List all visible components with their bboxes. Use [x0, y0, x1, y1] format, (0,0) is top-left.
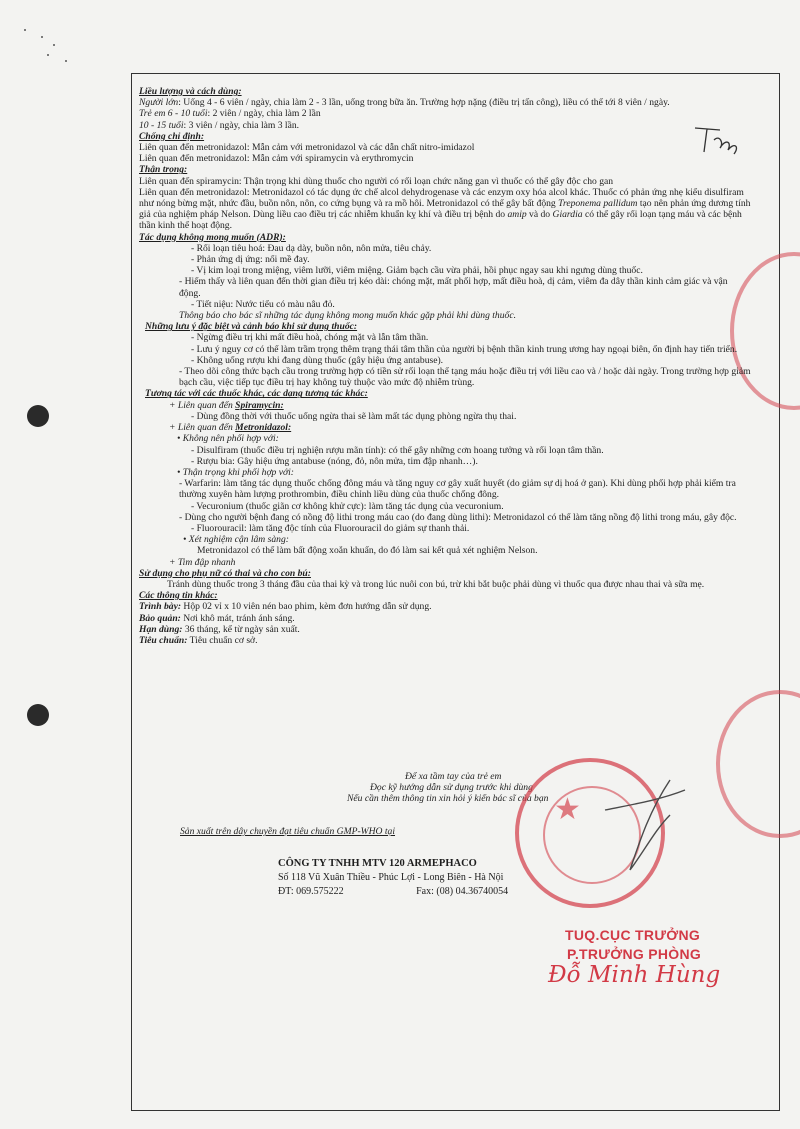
- caution-line: Liên quan đến metronidazol: Metronidazol có tác dụng ức chế alcol dehydrogenase và các enzym oxy hóa alcol khác. Thuốc có phản ứng nhẹ kiểu disulfiram như nóng bừng mặt, nhức đầu, buồn nôn, nôn, co cứng bụng và ra mồ hôi. Metronidazol có thể gây bất động Treponema pallidum tạo nên phản ứng dương tính giả của nghiệm pháp Nelson. Dùng liều cao điều trị các nhiễm khuẩn kỵ khí và điều trị bệnh do amip và do Giardia có thể gây rối loạn tạng máu và các bệnh thần kinh thể hoạt động.: [139, 186, 751, 232]
- company-block: [278, 857, 578, 899]
- adr-item: - Rối loạn tiêu hoá: Đau dạ dày, buồn nôn, nôn mửa, tiêu chảy.: [191, 242, 432, 254]
- adr-section: [139, 232, 751, 322]
- careful-item: - Warfarin: làm tăng tác dụng thuốc chống đông máu và tăng nguy cơ gây xuất huyết (do giảm sự dị hoá ở gan). Khi dùng phối hợp phải kiểm tra thường xuyên hàm lượng prothrombin, điều chỉnh liều dùng của thuốc chống đông.: [179, 478, 736, 501]
- not-combine-item: - Rượu bia: Gây hiệu ứng antabuse (nóng, đỏ, nôn mửa, tim đập nhanh…).: [191, 455, 478, 467]
- lab-test-text: Metronidazol có thể làm bất động xoắn khuẩn, do đó làm sai kết quả xét nghiệm Nelson.: [197, 545, 538, 557]
- warnings-heading: Những lưu ý đặc biệt và cảnh báo khi sử dụng thuốc:: [145, 321, 358, 333]
- contraindications-heading: Chống chỉ định:: [139, 130, 205, 142]
- stamp-line-2: P.TRƯỞNG PHÒNG: [567, 946, 702, 962]
- quick-acting-note: + Tim đập nhanh: [169, 556, 236, 568]
- dosage-heading: Liều lượng và cách dùng:: [139, 86, 242, 97]
- not-combine-item: - Disulfiram (thuốc điều trị nghiện rượu mãn tính): có thể gây những cơn hoang tưởng và rối loạn tâm thần.: [191, 444, 604, 456]
- child1-label: Trẻ em 6 - 10 tuổi: [139, 108, 208, 120]
- punch-hole-top: [27, 405, 49, 427]
- contraindication-line: Liên quan đến metronidazol: Mẫn cảm với metronidazol và các dẫn chất nitro-imidazol: [139, 142, 475, 154]
- caution-line: Liên quan đến spiramycin: Thận trọng khi dùng thuốc cho người có rối loạn chức năng gan vì thuốc có thể gây độc cho gan: [139, 175, 614, 187]
- careful-item: - Vecuronium (thuốc giãn cơ không khử cực): làm tăng tác dụng của vecuronium.: [191, 500, 504, 512]
- storage-line: Bảo quản: Nơi khô mát, tránh ánh sáng.: [139, 612, 295, 624]
- expiry-line: Hạn dùng: 36 tháng, kể từ ngày sản xuất.: [139, 623, 300, 635]
- company-phone: ĐT: 069.575222: [278, 886, 344, 897]
- keep-away-notice: Để xa tầm tay của trẻ em: [405, 771, 502, 782]
- signer-name: Đỗ Minh Hùng: [548, 962, 721, 988]
- company-fax: Fax: (08) 04.36740054: [416, 886, 509, 897]
- adr-heading: Tác dụng không mong muốn (ADR):: [139, 231, 286, 243]
- careful-item: - Fluorouracil: làm tăng độc tính của Fluorouracil do giảm sự thanh thải.: [191, 522, 470, 534]
- child2-text: : 3 viên / ngày, chia làm 3 lần.: [183, 119, 300, 131]
- careful-item: - Dùng cho người bệnh đang có nồng độ lithi trong máu cao (do đang dùng lithi): Metronidazol có thể làm tăng nồng độ lithi trong máu, gây độc.: [179, 511, 737, 523]
- pregnancy-text: Tránh dùng thuốc trong 3 tháng đầu của thai kỳ và trong lúc nuôi con bú, trừ khi bắt buộc phải dùng vì thuốc qua được nhau thai và sữa mẹ.: [167, 578, 705, 590]
- other-info-section: [139, 590, 751, 646]
- careful-combine-heading: • Thận trọng khi phối hợp với:: [177, 466, 294, 478]
- adr-notice: Thông báo cho bác sĩ những tác dụng không mong muốn khác gặp phải khi dùng thuốc.: [179, 310, 516, 322]
- consult-doctor-notice: Nếu cần thêm thông tin xin hỏi ý kiến bác sĩ của bạn: [347, 793, 549, 804]
- contraindications-section: [139, 131, 751, 165]
- leaflet-content: [139, 86, 751, 646]
- stamp-line-1: TUQ.CỤC TRƯỞNG: [565, 927, 701, 943]
- lab-test-heading: • Xét nghiệm cận lâm sàng:: [183, 534, 289, 546]
- other-info-heading: Các thông tin khác:: [139, 590, 218, 602]
- child1-text: : 2 viên / ngày, chia làm 2 lần: [207, 108, 321, 120]
- signature-stroke: [600, 770, 700, 880]
- company-address: Số 118 Vũ Xuân Thiều - Phúc Lợi - Long Biên - Hà Nội: [278, 872, 504, 883]
- adult-dosage: [139, 97, 751, 108]
- spiramycin-heading: + Liên quan đến Spiramycin:: [169, 399, 284, 411]
- caution-section: [139, 164, 751, 231]
- pregnancy-section: [139, 568, 751, 590]
- warning-item: - Không uống rượu khi đang dùng thuốc (gây hiệu ứng antabuse).: [191, 354, 444, 366]
- approval-stamp: [565, 926, 701, 964]
- adr-item: - Phản ứng dị ứng: nổi mề đay.: [191, 254, 310, 266]
- read-instructions-notice: Đọc kỹ hướng dẫn sử dụng trước khi dùng: [370, 782, 533, 793]
- treponema-name: Treponema pallidum: [558, 198, 638, 210]
- gmp-notice: Sản xuất trên dây chuyền đạt tiêu chuẩn GMP-WHO tại: [180, 826, 396, 837]
- presentation-line: Trình bày: Hộp 02 vỉ x 10 viên nén bao phim, kèm đơn hướng dẫn sử dụng.: [139, 601, 432, 613]
- pregnancy-heading: Sử dụng cho phụ nữ có thai và cho con bú:: [139, 567, 311, 579]
- adult-label: Người lớn: [139, 97, 179, 109]
- warning-item: - Ngừng điều trị khi mất điều hoà, chóng mặt và lẫn tâm thần.: [191, 332, 429, 344]
- child-dosage-1: [139, 108, 751, 119]
- warning-item: - Lưu ý nguy cơ có thể làm trầm trọng thêm trạng thái tâm thần của người bị bệnh thần kinh trung ương hay ngoại biên, ổn định hay tiến triển.: [191, 343, 738, 355]
- warning-item: - Theo dõi công thức bạch cầu trong trường hợp có tiền sử rối loạn thể tạng máu hoặc điều trị với liều cao và / hoặc dài ngày. Trong trường hợp giảm bạch cầu, việc tiếp tục điều trị hay không tuỳ thuộc vào mức độ nhiễm trùng.: [179, 366, 751, 389]
- adr-item: - Vị kim loại trong miệng, viêm lưỡi, viêm miệng. Giảm bạch cầu vừa phải, hồi phục ngay sau khi ngưng dùng thuốc.: [191, 265, 643, 277]
- standard-line: Tiêu chuẩn: Tiêu chuẩn cơ sở.: [139, 634, 258, 646]
- scan-specks: [20, 25, 80, 65]
- company-name: CÔNG TY TNHH MTV 120 ARMEPHACO: [278, 858, 477, 869]
- adr-item: - Hiếm thấy và liên quan đến thời gian điều trị kéo dài: chóng mặt, mất phối hợp, mất điều hoà, dị cảm, viêm đa dây thần kinh cảm giác và vận động.: [179, 276, 728, 299]
- caution-heading: Thận trọng:: [139, 164, 188, 176]
- adult-text: : Uống 4 - 6 viên / ngày, chia làm 2 - 3 lần, uống trong bữa ăn. Trường hợp nặng (điều trị tấn công), liều có thể tới 8 viên / ngày.: [178, 97, 670, 109]
- adr-item: - Tiết niệu: Nước tiểu có màu nâu đỏ.: [191, 298, 335, 310]
- child2-label: 10 - 15 tuổi: [139, 119, 184, 131]
- company-contact: [278, 885, 578, 899]
- child-dosage-2: [139, 120, 751, 131]
- interactions-heading: Tương tác với các thuốc khác, các dạng tương tác khác:: [145, 388, 368, 400]
- interactions-section: [139, 388, 751, 567]
- warnings-section: [139, 321, 751, 388]
- contraindication-line: Liên quan đến metronidazol: Mẫn cảm với spiramycin và erythromycin: [139, 153, 414, 165]
- spiramycin-item: - Dùng đồng thời với thuốc uống ngừa thai sẽ làm mất tác dụng phòng ngừa thụ thai.: [191, 410, 517, 422]
- metronidazol-heading: + Liên quan đến Metronidazol:: [169, 422, 292, 434]
- punch-hole-bottom: [27, 704, 49, 726]
- seal-star-icon: ★: [554, 793, 581, 826]
- dosage-section: [139, 86, 751, 131]
- not-combine-heading: • Không nên phối hợp với:: [177, 433, 279, 445]
